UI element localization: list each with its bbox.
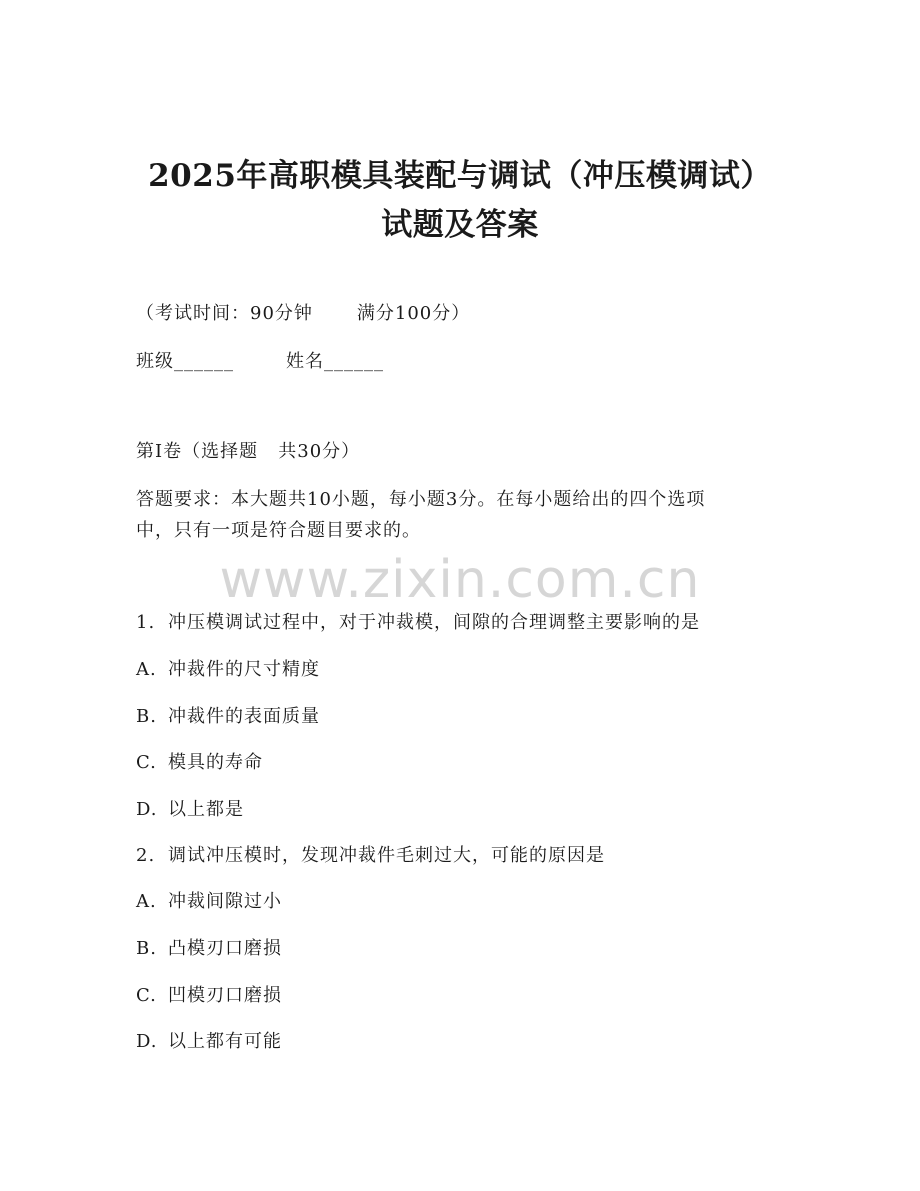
name-field: 姓名______ xyxy=(286,351,384,372)
question-1-option-a xyxy=(136,659,320,681)
option-text: 冲裁件的尺寸精度 xyxy=(168,659,320,680)
student-info xyxy=(136,351,384,373)
instruction-text-2: 中，只有一项是符合题目要求的。 xyxy=(136,520,421,541)
question-2-option-b xyxy=(136,938,282,960)
question-2-option-a xyxy=(136,891,282,913)
option-label: B. xyxy=(136,938,157,959)
option-text: 以上都是 xyxy=(168,799,244,820)
option-label: B. xyxy=(136,706,157,727)
full-score: 满分100分） xyxy=(356,303,471,324)
page-title: 2025年高职模具装配与调试（冲压模调试） xyxy=(148,158,772,194)
question-number: 2. xyxy=(136,845,156,866)
option-text: 冲裁件的表面质量 xyxy=(168,706,320,727)
question-1-stem xyxy=(136,612,700,634)
question-2-option-c xyxy=(136,985,282,1007)
question-1-option-c xyxy=(136,752,263,774)
question-text: 调试冲压模时，发现冲裁件毛刺过大，可能的原因是 xyxy=(168,845,605,866)
question-1-option-b xyxy=(136,706,320,728)
option-text: 凸模刃口磨损 xyxy=(168,938,282,959)
question-2-stem xyxy=(136,845,605,867)
option-label: A. xyxy=(136,891,157,912)
option-label: A. xyxy=(136,659,157,680)
question-text: 冲压模调试过程中，对于冲裁模，间隙的合理调整主要影响的是 xyxy=(168,612,700,633)
question-1-option-d xyxy=(136,799,244,821)
option-label: D. xyxy=(136,799,158,820)
option-text: 模具的寿命 xyxy=(168,752,263,773)
option-label: C. xyxy=(136,752,157,773)
option-label: C. xyxy=(136,985,157,1006)
option-text: 凹模刃口磨损 xyxy=(168,985,282,1006)
class-field: 班级______ xyxy=(136,351,234,372)
question-number: 1. xyxy=(136,612,156,633)
exam-time: （考试时间：90分钟 xyxy=(136,303,313,324)
exam-info xyxy=(136,303,470,325)
option-text: 以上都有可能 xyxy=(168,1031,282,1052)
instruction-text-1: 答题要求：本大题共10小题，每小题3分。在每小题给出的四个选项 xyxy=(136,489,706,510)
watermark: www.zixin.com.cn xyxy=(219,550,701,610)
question-2-option-d xyxy=(136,1031,282,1053)
section-title: 第I卷（选择题 共30分） xyxy=(136,441,361,462)
page-subtitle: 试题及答案 xyxy=(381,207,539,243)
option-text: 冲裁间隙过小 xyxy=(168,891,282,912)
option-label: D. xyxy=(136,1031,158,1052)
